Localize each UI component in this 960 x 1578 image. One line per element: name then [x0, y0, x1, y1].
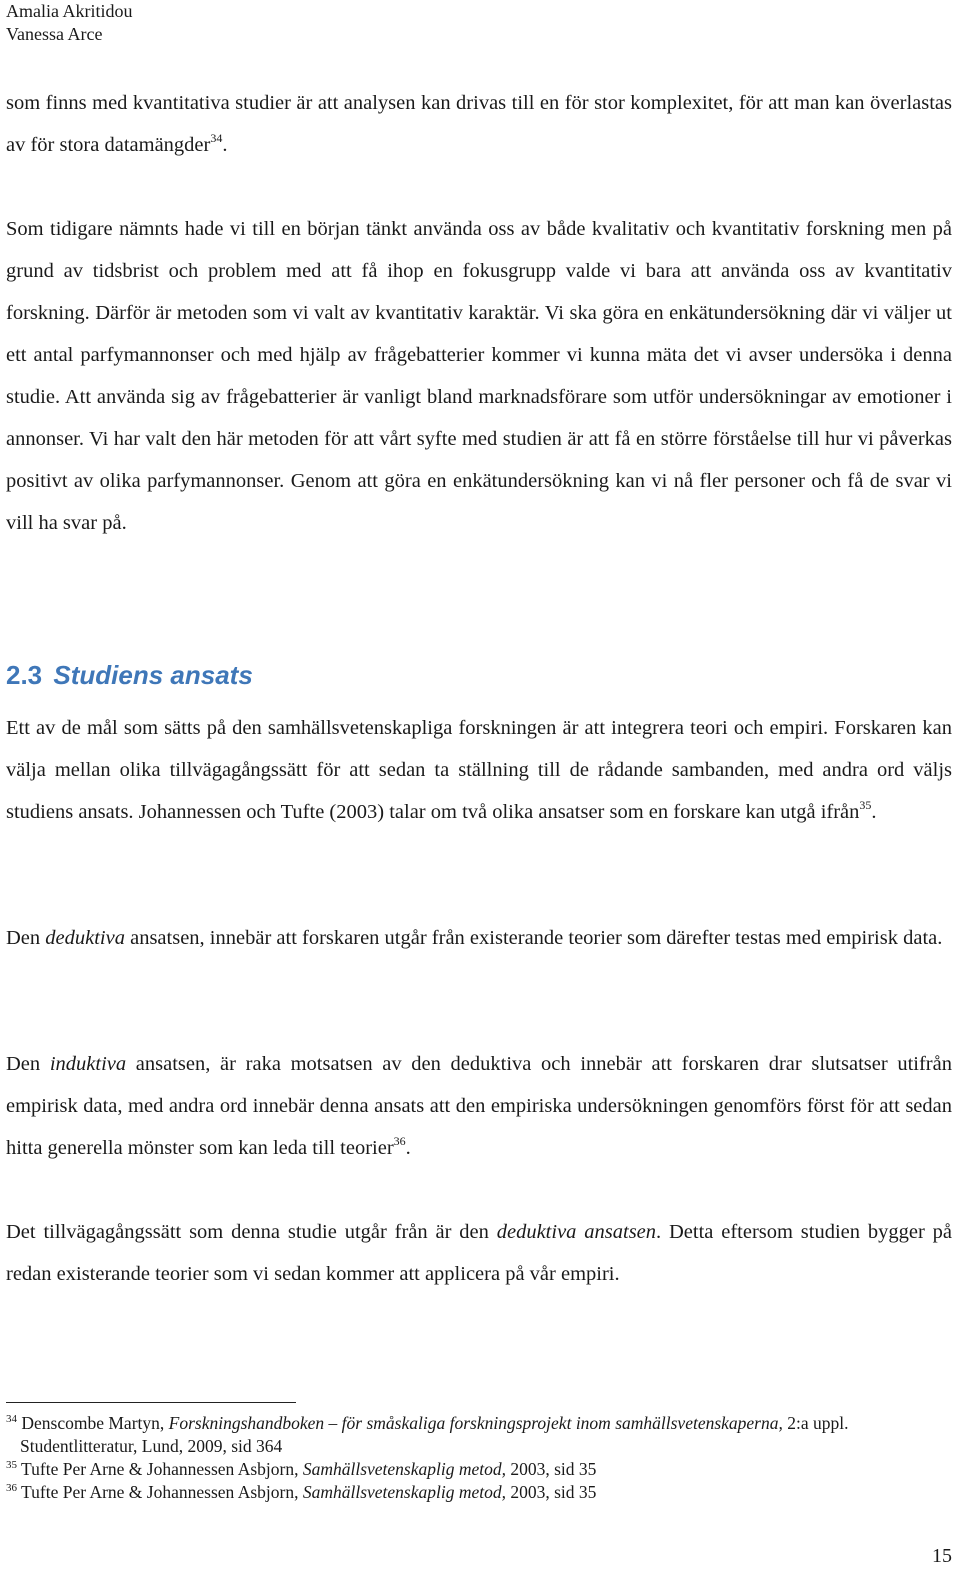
- paragraph-text: ansatsen, är raka motsatsen av den deduktiva och innebär att forskaren drar slutsatser utifrån empirisk data, med andra ord innebär denna ansats att den empiriska undersökningen genomförs först för att sedan hitta generella mönster som kan leda till teorier: [6, 1053, 952, 1159]
- footnote-ref[interactable]: 36: [393, 1134, 406, 1148]
- footnote: [6, 1458, 952, 1481]
- footnote-lead: Tufte Per Arne & Johannessen Asbjorn,: [17, 1482, 303, 1502]
- paragraph-text: Som tidigare nämnts hade vi till en början tänkt använda oss av både kvalitativ och kvantitativ forskning men på grund av tidsbrist och problem med att få ihop en fokusgrupp valde vi bara att använda oss av kvantitativ forskning. Därför är metoden som vi valt av kvantitativ karaktär. Vi ska göra en enkätundersökning där vi väljer ut ett antal parfymannonser och med hjälp av frågebatterier kommer vi kunna mäta det vi avser undersöka i denna studie. Att använda sig av frågebatterier är vanligt bland marknadsförare som utför undersökningar av emotioner i annonser. Vi har valt den här metoden för att vårt syfte med studien är att få en större förståelse till hur vi påverkas positivt av olika parfymannonser. Genom att göra en enkätundersökning kan vi nå fler personer och få de svar vi vill ha svar på.: [6, 218, 952, 534]
- section-title: Studiens ansats: [53, 660, 253, 690]
- footnote-title: Samhällsvetenskaplig metod,: [302, 1459, 506, 1479]
- footnote-tail: 2003, sid 35: [505, 1482, 597, 1502]
- footnote-ref[interactable]: 34: [210, 131, 223, 145]
- paragraph-chosen-approach: [6, 1211, 952, 1295]
- footnotes: [6, 1412, 952, 1504]
- footnote-number: 34: [6, 1413, 17, 1425]
- paragraph-continuation: [6, 82, 952, 166]
- paragraph-text: ansatsen, innebär att forskaren utgår från existerande teorier som därefter testas med empirisk data.: [124, 927, 943, 949]
- author-name: Vanessa Arce: [6, 24, 103, 44]
- paragraph-tail: .: [871, 801, 877, 823]
- paragraph-text: . Detta eftersom studien bygger på redan existerande teorier som vi sedan kommer att applicera på vår empiri.: [6, 1221, 952, 1285]
- footnote: [6, 1481, 952, 1504]
- running-header-authors: [6, 0, 132, 46]
- footnote-number: 35: [6, 1459, 17, 1471]
- emphasis-term: deduktiva ansatsen: [496, 1221, 657, 1243]
- paragraph-lead: Den: [6, 927, 46, 949]
- paragraph-tail: .: [222, 134, 228, 156]
- footnote-tail: 2003, sid 35: [505, 1459, 597, 1479]
- paragraph-method-choice: [6, 208, 952, 544]
- emphasis-term: deduktiva: [45, 927, 125, 949]
- author-name: Amalia Akritidou: [6, 1, 133, 21]
- paragraph-text: Ett av de mål som sätts på den samhällsvetenskapliga forskningen är att integrera teori och empiri. Forskaren kan välja mellan olika tillvägagångssätt för att sedan ta ställning till de rådande sambanden, med andra ord väljs studiens ansats. Johannessen och Tufte (2003) talar om två olika ansatser som en forskare kan utgå ifrån: [6, 717, 952, 823]
- footnote-lead: Denscombe Martyn,: [17, 1413, 169, 1433]
- paragraph-inductive: [6, 1043, 952, 1169]
- paragraph-approach-intro: [6, 707, 952, 833]
- footnote: [6, 1412, 952, 1458]
- page-number: 15: [932, 1545, 952, 1567]
- footnote-title: Forskningshandboken – för småskaliga forskningsprojekt inom samhällsvetenskaperna,: [168, 1413, 783, 1433]
- paragraph-text: som finns med kvantitativa studier är att analysen kan drivas till en för stor komplexitet, för att man kan överlastas av för stora datamängder: [6, 92, 952, 156]
- paragraph-tail: .: [405, 1137, 411, 1159]
- footnote-divider: [6, 1402, 296, 1403]
- emphasis-term: induktiva: [49, 1053, 127, 1075]
- footnote-ref[interactable]: 35: [859, 798, 872, 812]
- footnote-lead: Tufte Per Arne & Johannessen Asbjorn,: [17, 1459, 303, 1479]
- footnote-tail: 2:a uppl. Studentlitteratur, Lund, 2009, sid 364: [20, 1413, 849, 1456]
- footnote-title: Samhällsvetenskaplig metod,: [302, 1482, 506, 1502]
- paragraph-lead: Det tillvägagångssätt som denna studie utgår från är den: [6, 1221, 497, 1243]
- footnote-number: 36: [6, 1482, 17, 1494]
- paragraph-lead: Den: [6, 1053, 50, 1075]
- section-heading: [6, 656, 253, 694]
- paragraph-deductive: [6, 917, 952, 959]
- section-number: 2.3: [6, 660, 43, 690]
